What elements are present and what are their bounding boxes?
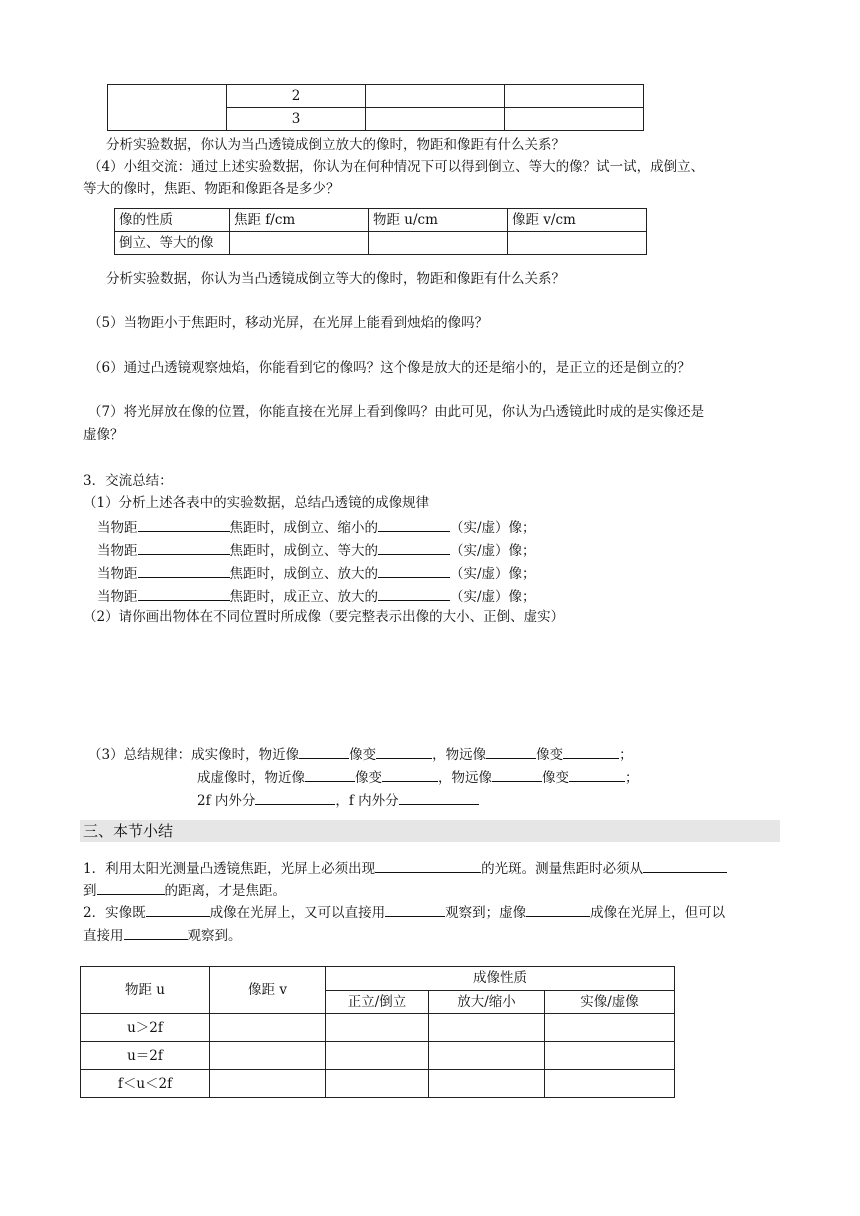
table-row-label: u＞2f	[81, 1014, 210, 1042]
summary-item-1-line-1	[83, 858, 727, 878]
answer-blank	[378, 586, 450, 601]
within-f-text: ，f 内外分	[335, 793, 399, 809]
grow-text: 像变	[349, 747, 377, 763]
answer-blank	[138, 517, 230, 532]
summary-text: 成像在光屏上，又可以直接用	[209, 905, 386, 921]
table-cell: 2	[227, 85, 366, 108]
grow-text: 像变	[542, 770, 569, 786]
answer-blank	[376, 744, 432, 759]
table-header: 放大/缩小	[429, 990, 545, 1014]
summary-text: 2．实像既	[83, 905, 146, 921]
section-3-question-2: （2）请你画出物体在不同位置时所成像（要完整表示出像的大小、正倒、虚实）	[83, 609, 565, 625]
data-table-continued	[107, 84, 644, 131]
summary-rules-label: （3）总结规律：	[88, 747, 192, 763]
answer-blank	[492, 767, 542, 782]
rule-line-3	[97, 563, 536, 583]
rule-prefix: 当物距	[97, 543, 138, 559]
virtual-image-text: 成虚像时，物近像	[197, 770, 305, 786]
table-header: 焦距 f/cm	[230, 209, 369, 232]
rule-middle: 焦距时，成倒立、缩小的	[229, 520, 378, 536]
section-3-title: 3．交流总结：	[83, 473, 173, 489]
answer-blank	[378, 517, 450, 532]
table-row	[81, 1042, 675, 1070]
summary-text: 1．利用太阳光测量凸透镜焦距，光屏上必须出现	[83, 861, 376, 877]
table-header: 实像/虚像	[545, 990, 675, 1014]
end-text: ；	[625, 770, 639, 786]
real-image-text: 成实像时，物近像	[191, 747, 300, 763]
rule-prefix: 当物距	[97, 589, 138, 605]
answer-blank	[138, 586, 230, 601]
table-cell	[210, 1014, 326, 1042]
table-cell	[230, 232, 369, 255]
table-cell	[429, 1042, 545, 1070]
analysis-question-1: 分析实验数据，你认为当凸透镜成倒立放大的像时，物距和像距有什么关系？	[106, 137, 565, 153]
question-4-line-1: （4）小组交流：通过上述实验数据，你认为在何种情况下可以得到倒立、等大的像？试一试，成倒立、	[88, 159, 705, 175]
answer-blank	[643, 858, 727, 873]
rule-prefix: 当物距	[97, 566, 138, 582]
rule-tail: （实/虚）像；	[450, 543, 536, 559]
table-cell	[366, 85, 505, 108]
section-title: 三、本节小结	[83, 822, 174, 840]
table-row-label: 倒立、等大的像	[115, 232, 230, 255]
section-band	[80, 820, 780, 842]
summary-item-1-line-2	[83, 880, 286, 900]
table-cell	[505, 108, 644, 131]
summary-text: 观察到；虚像	[445, 905, 527, 921]
within-2f-text: 2f 内外分	[197, 793, 256, 809]
table-header: 像的性质	[115, 209, 230, 232]
rule-tail: （实/虚）像；	[450, 520, 536, 536]
table-cell	[326, 1042, 429, 1070]
table-header: 物距 u/cm	[369, 209, 508, 232]
rule-tail: （实/虚）像；	[450, 566, 536, 582]
answer-blank	[569, 767, 625, 782]
summary-text: 直接用	[83, 928, 124, 944]
table-row	[81, 1070, 675, 1098]
rule-tail: （实/虚）像；	[450, 589, 536, 605]
answer-blank	[486, 744, 536, 759]
question-7-line-1: （7）将光屏放在像的位置，你能直接在光屏上看到像吗？由此可见，你认为凸透镜此时成的是实像还是	[88, 404, 705, 420]
grow-text: 像变	[355, 770, 382, 786]
rule-line-2	[97, 540, 536, 560]
table-cell	[508, 232, 647, 255]
answer-blank	[382, 767, 438, 782]
imaging-summary-table	[80, 966, 675, 1098]
question-7-line-2: 虚像？	[83, 427, 124, 443]
answer-blank	[399, 790, 479, 805]
table-header: 像距 v	[210, 967, 326, 1014]
summary-text: 的光斑。测量焦距时必须从	[481, 861, 644, 877]
summary-item-2-line-2	[83, 925, 242, 945]
summary-rules-line-2	[197, 767, 639, 787]
summary-text: 到	[83, 883, 97, 899]
answer-blank	[375, 858, 481, 873]
far-text: ，物远像	[432, 747, 487, 763]
table-row-label: u＝2f	[81, 1042, 210, 1070]
question-6: （6）通过凸透镜观察烛焰，你能看到它的像吗？这个像是放大的还是缩小的，是正立的还是倒立的？	[88, 360, 691, 376]
table-header: 像距 v/cm	[508, 209, 647, 232]
table-header: 物距 u	[81, 967, 210, 1014]
analysis-question-2: 分析实验数据，你认为当凸透镜成倒立等大的像时，物距和像距有什么关系？	[106, 271, 565, 287]
answer-blank	[97, 880, 165, 895]
answer-blank	[385, 902, 445, 917]
answer-blank	[305, 767, 355, 782]
table-cell	[326, 1014, 429, 1042]
answer-blank	[299, 744, 349, 759]
summary-text: 的距离，才是焦距。	[164, 883, 286, 899]
grow-text: 像变	[536, 747, 564, 763]
table-cell	[326, 1070, 429, 1098]
table-cell	[210, 1042, 326, 1070]
end-text: ；	[619, 747, 633, 763]
table-cell	[505, 85, 644, 108]
answer-blank	[378, 563, 450, 578]
summary-rules-line-3	[197, 790, 479, 810]
table-cell	[210, 1070, 326, 1098]
table-cell: 3	[227, 108, 366, 131]
table-cell	[545, 1042, 675, 1070]
table-cell	[545, 1014, 675, 1042]
table-header: 成像性质	[326, 967, 675, 991]
table-row-label: f＜u＜2f	[81, 1070, 210, 1098]
summary-rules-line-1	[88, 744, 633, 764]
summary-item-2-line-1	[83, 902, 725, 922]
answer-blank	[563, 744, 619, 759]
table-row	[81, 1014, 675, 1042]
rule-line-1	[97, 517, 536, 537]
table-cell	[369, 232, 508, 255]
question-5: （5）当物距小于焦距时，移动光屏，在光屏上能看到烛焰的像吗？	[88, 315, 489, 331]
table-cell	[545, 1070, 675, 1098]
answer-blank	[255, 790, 335, 805]
rule-middle: 焦距时，成倒立、等大的	[229, 543, 378, 559]
answer-blank	[146, 902, 210, 917]
answer-blank	[378, 540, 450, 555]
table-cell	[429, 1070, 545, 1098]
rule-prefix: 当物距	[97, 520, 138, 536]
table-cell	[366, 108, 505, 131]
summary-text: 观察到。	[187, 928, 242, 944]
table-header: 正立/倒立	[326, 990, 429, 1014]
answer-blank	[138, 540, 230, 555]
question-4-line-2: 等大的像时，焦距、物距和像距各是多少？	[83, 181, 340, 197]
table-cell	[108, 85, 227, 131]
section-3-question-1: （1）分析上述各表中的实验数据，总结凸透镜的成像规律	[83, 495, 430, 511]
table-cell	[429, 1014, 545, 1042]
rule-middle: 焦距时，成正立、放大的	[229, 589, 378, 605]
far-text: ，物远像	[438, 770, 492, 786]
summary-text: 成像在光屏上，但可以	[590, 905, 726, 921]
answer-blank	[138, 563, 230, 578]
equal-image-table	[114, 208, 647, 255]
rule-line-4	[97, 586, 536, 606]
answer-blank	[124, 925, 188, 940]
rule-middle: 焦距时，成倒立、放大的	[229, 566, 378, 582]
answer-blank	[526, 902, 590, 917]
